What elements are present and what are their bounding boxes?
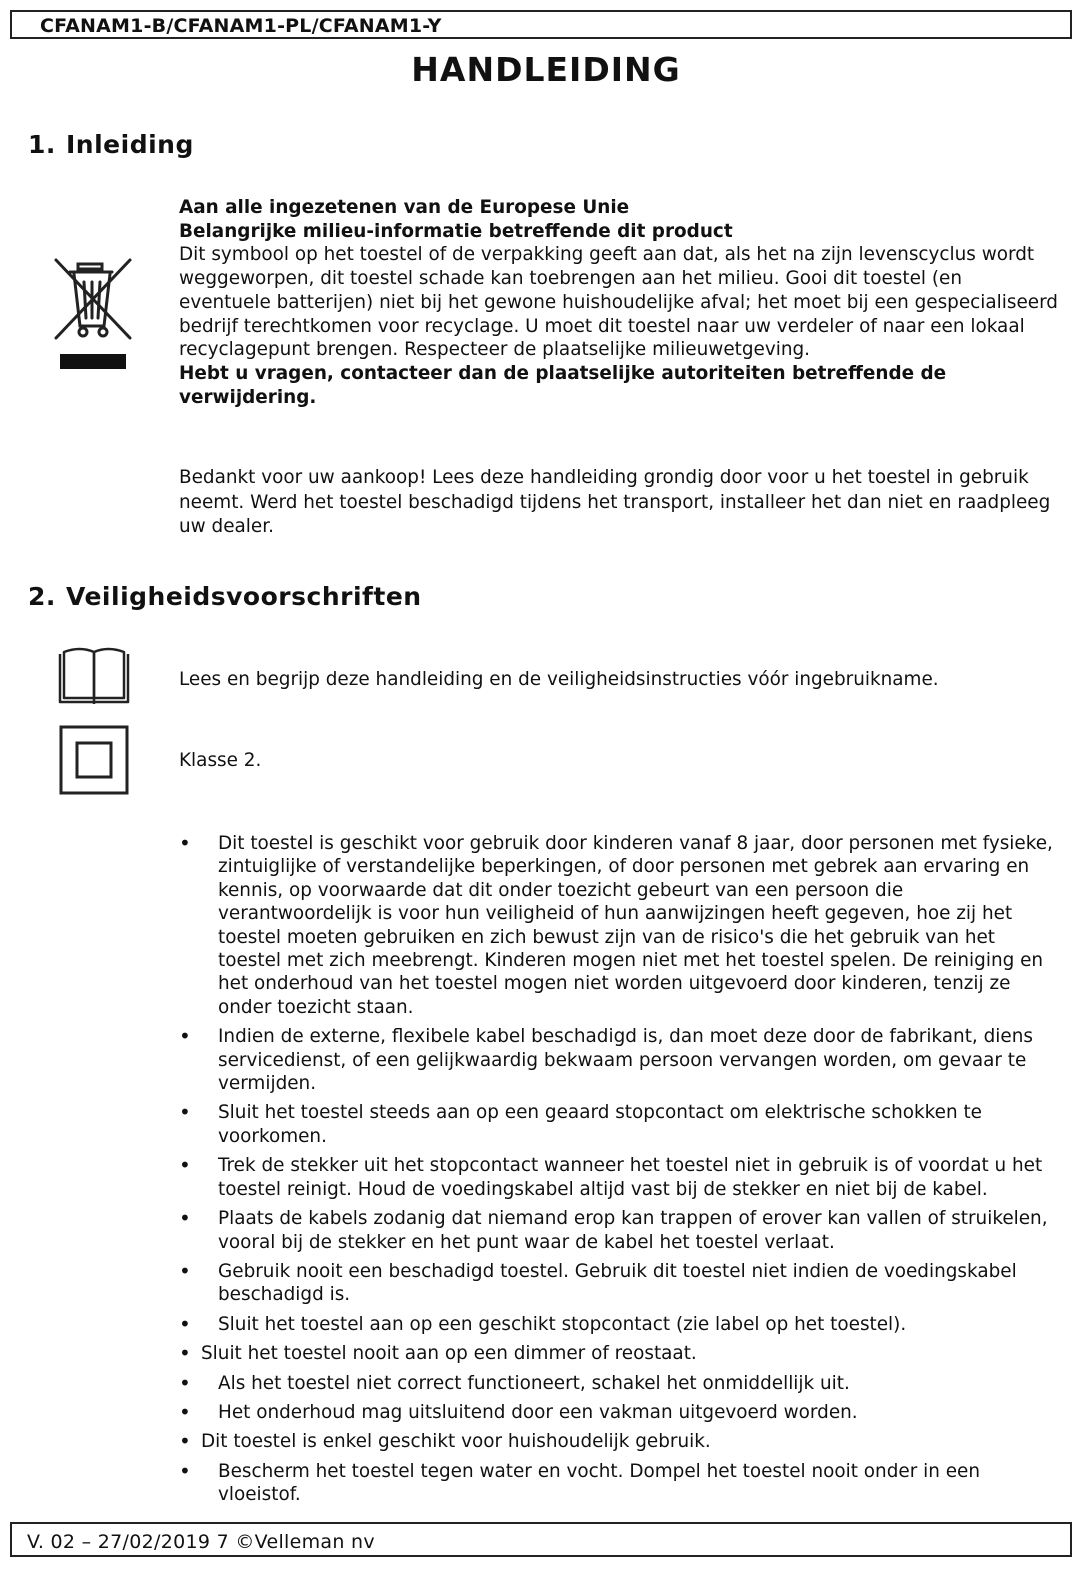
manual-note: Lees en begrijp deze handleiding en de veiligheidsinstructies vóór ingebruikname. xyxy=(179,669,939,690)
list-item: • Plaats de kabels zodanig dat niemand erop kan trappen of erover kan vallen of struikelen, vooral bij de stekker en het punt waar de kabel het toestel verlaat. xyxy=(179,1207,1059,1254)
section-heading-inleiding xyxy=(28,130,194,159)
weee-body: Dit symbool op het toestel of de verpakking geeft aan dat, als het na zijn levenscyclus wordt weggeworpen, dit toestel schade kan toebrengen aan het milieu. Gooi dit toestel (en eventuele batterijen) niet bij het gewone huishoudelijke afval; het moet bij een gespecialiseerd bedrijf terechtkomen voor recyclage. U moet dit toestel naar uw verdeler of naar een lokaal recyclagepunt brengen. Respecteer de plaatselijke milieuwetgeving. xyxy=(179,244,1058,361)
section-heading-veiligheid xyxy=(28,582,422,611)
weee-question: Hebt u vragen, contacteer dan de plaatselijke autoriteiten betreffende de verwijdering. xyxy=(179,362,947,408)
weee-heading-eu: Aan alle ingezetenen van de Europese Unie xyxy=(179,197,630,218)
list-item: • Als het toestel niet correct functioneert, schakel het onmiddellijk uit. xyxy=(179,1372,1059,1395)
class-2-double-square-icon xyxy=(58,724,130,796)
list-item: • Sluit het toestel aan op een geschikt stopcontact (zie label op het toestel). xyxy=(179,1313,1059,1336)
list-item: • Bescherm het toestel tegen water en vocht. Dompel het toestel nooit onder in een vloeistof. xyxy=(179,1460,1059,1507)
read-manual-book-icon xyxy=(56,644,132,708)
section-title: Veiligheidsvoorschriften xyxy=(66,582,422,611)
footer-box xyxy=(10,1522,1072,1557)
weee-notice xyxy=(179,196,1059,409)
section-title: Inleiding xyxy=(66,130,194,159)
list-item: • Sluit het toestel nooit aan op een dimmer of reostaat. xyxy=(179,1342,1059,1365)
list-item: • Dit toestel is geschikt voor gebruik door kinderen vanaf 8 jaar, door personen met fysieke, zintuiglijke of verstandelijke beperkingen, of door personen met gebrek aan ervaring en kennis, op voorwaarde dat dit onder toezicht gebeurt van een persoon die verantwoordelijk is voor hun veiligheid of hun aanwijzingen heeft gegeven, hoe zij het toestel moeten gebruiken en zich bewust zijn van de risico's die het gebruik van het toestel met zich meebrengt. Kinderen mogen niet met het toestel spelen. De reiniging en het onderhoud van het toestel mogen niet worden uitgevoerd door kinderen, tenzij ze onder toezicht staan. xyxy=(179,832,1059,1019)
list-item: • Het onderhoud mag uitsluitend door een vakman uitgevoerd worden. xyxy=(179,1401,1059,1424)
weee-crossed-bin-icon xyxy=(50,256,136,374)
class-note: Klasse 2. xyxy=(179,750,262,771)
thanks-paragraph: Bedankt voor uw aankoop! Lees deze handleiding grondig door voor u het toestel in gebruik neemt. Werd het toestel beschadigd tijdens het transport, installeer het dan niet en raadpleeg uw dealer. xyxy=(179,467,1051,538)
safety-instructions-list xyxy=(179,832,1059,1513)
list-item: • Trek de stekker uit het stopcontact wanneer het toestel niet in gebruik is of voordat u het toestel reinigt. Houd de voedingskabel altijd vast bij de stekker en niet bij de kabel. xyxy=(179,1154,1059,1201)
list-item: • Sluit het toestel steeds aan op een geaard stopcontact om elektrische schokken te voorkomen. xyxy=(179,1101,1059,1148)
list-item: • Gebruik nooit een beschadigd toestel. Gebruik dit toestel niet indien de voedingskabel beschadigd is. xyxy=(179,1260,1059,1307)
header-box xyxy=(10,10,1072,39)
section-number: 1. xyxy=(28,130,56,159)
model-header: CFANAM1-B/CFANAM1-PL/CFANAM1-Y xyxy=(40,15,442,37)
section-number: 2. xyxy=(28,582,56,611)
list-item: • Dit toestel is enkel geschikt voor huishoudelijk gebruik. xyxy=(179,1430,1059,1453)
page-title: HANDLEIDING xyxy=(411,50,681,89)
weee-heading-env: Belangrijke milieu-informatie betreffende dit product xyxy=(179,220,733,242)
footer-version: V. 02 – 27/02/2019 7 ©Velleman nv xyxy=(27,1531,375,1553)
list-item: • Indien de externe, flexibele kabel beschadigd is, dan moet deze door de fabrikant, diens servicedienst, of een gelijkwaardig bekwaam persoon vervangen worden, om gevaar te vermijden. xyxy=(179,1025,1059,1095)
